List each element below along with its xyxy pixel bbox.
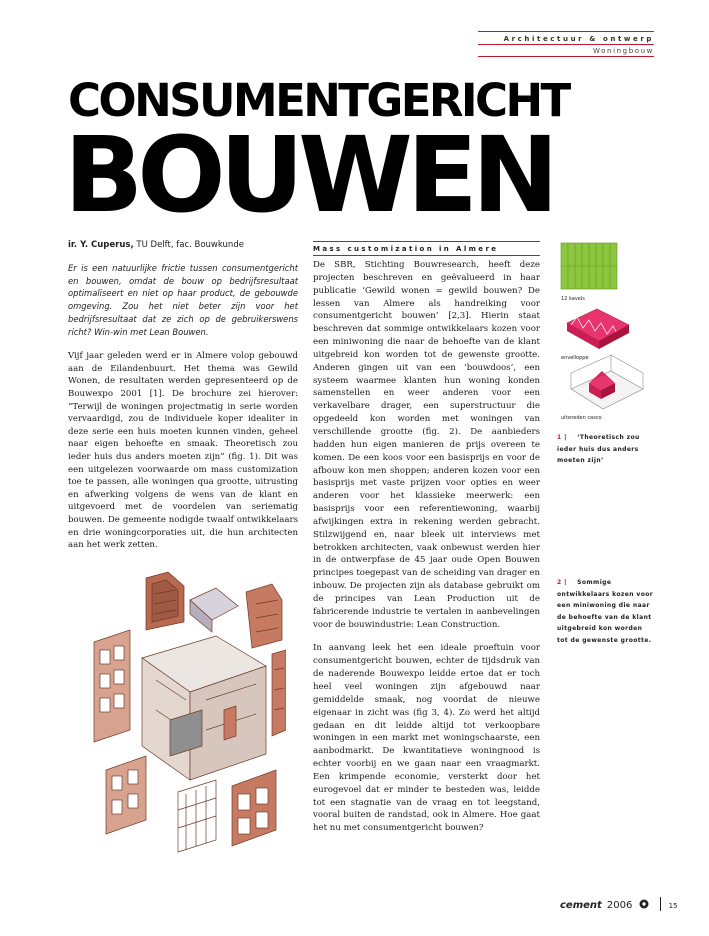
envelope-image [567,309,629,349]
header-rule-bottom [478,56,654,57]
figure-1-diagram [557,241,653,426]
body-paragraph-2: De SBR, Stichting Bouwresearch, heeft deze projecten beschreven en geëvalueerd in haar publicatie ‘Gewild wonen = gewild bouwen? De lessen van Almere als handreiking voor consumentgericht bouwen’ [2,3]. Hierin staat beschreven dat sommige ontwikkelaars kozen voor een miniwoning die naar de behoefte van de klant uitgebreid kon worden tot de gewenste grootte. Anderen gingen uit van een ‘bouwdoos’, een systeem waarmee klanten hun woning konden samenstellen en weer anderen voor een verkavelbare drager, een superstructuur die opgedeeld kon worden met woningen van verschillende grootte (fig. 2). De aanbieders hadden hun eigen manieren de prijs overeen te komen. De een koos voor een basisprijs en voor de afbouw kon men shoppen; anderen kozen voor een basisprijs met vaste prijzen voor opties en weer anderen voor het klassieke meerwerk: een basisprijs voor een referentiewoning, waarbij afwijkingen extra in rekening werden gebracht. Stilzwijgend en, naar bleek uit interviews met betrokken architecten, vaak onbewust werden hier in de ontwerpfase de 45 jaar oude Open Bouwen principes toegepast van de scheiding van drager en inbouw. De projecten zijn als database gebruikt om de principes van Lean Production uit de fabricerende industrie te vertalen in aanbevelingen voor de bouwindustrie: Lean Construction. [313,260,540,630]
column-left [68,240,298,552]
figure-label-casco: uitsneden casco [561,415,602,421]
magazine-name: cement [560,900,602,911]
plots-grid-image [561,243,617,289]
title-line-2: BOUWEN [64,114,553,236]
body-paragraph-1: Vijf jaar geleden werd er in Almere volop gebouwd aan de Eilandenbuurt. Het thema was Gewild Wonen, de resultaten werden gepresenteerd op de Bouwexpo 2001 [1]. De brochure zei hierover: “Terwijl de woningen projectmatig in serie worden vervaardigd, zou de individuele koper idealiter in deze serie een huis moeten kunnen vinden, geheel naar eigen behoefte en smaak. Theoretisch zou ieder huis dus anders moeten zijn” (fig. 1). Dit was een uitgelezen voorwaarde om mass customization toe te passen, alle woningen qua grootte, uitrusting en afwerking volgens de wens van de klant en uitgevoerd met de voordelen van seriematig bouwen. De gemeente nodigde twaalf ontwikkelaars en drie woningcorporaties uit, die hun architecten aan het werk zetten. [68,351,298,551]
caption-1-number: 1 [557,434,562,441]
header-rule-middle [478,44,654,45]
issue-year: 2006 [606,900,633,911]
subsection-label: Woningbouw [593,47,654,55]
casco-cutout-image [571,355,643,409]
figure-label-envelope: envelloppe [561,355,589,361]
body-paragraph-3: In aanvang leek het een ideale proeftuin voor consumentgericht bouwen, echter de tijdsdruk van de naderende Bouwexpo leidde ertoe dat er toch heel veel woningen zijn afgebouwd naar gemiddelde smaak, nog voordat de nieuwe eigenaar in zicht was (fig 3, 4). Zo werd het altijd gedaan en dit leidde altijd tot verkoopbare woningen in een markt met woningschaarste, een aanbodmarkt. De kwantitatieve woningnood is echter voorbij en we gaan naar een vraagmarkt. Een krimpende economie, versterkt door het eurogevoel dat er minder te besteden was, leidde tot een stagnatie van de vraag en tot leegstand, vooral buiten de randstad, ook in Almere. Hoe gaat het nu met consumentgericht bouwen? [313,643,540,834]
column-middle [313,241,540,835]
page-number: 15 [668,902,678,910]
title-line-1: CONSUMENTGERICHT [68,74,569,127]
figure-2-exploded-house [86,570,286,870]
page-footer [560,893,678,911]
author-line [68,240,298,250]
section-label: Architectuur & ontwerp [503,35,654,43]
footer-divider [660,897,661,911]
author-name: ir. Y. Cuperus, [68,240,134,250]
caption-1: 1 | ‘Theoretisch zou ieder huis dus anders moeten zijn’ [557,434,640,464]
caption-2-number: 2 [557,579,562,586]
logo-icon [639,899,649,909]
author-affiliation: TU Delft, fac. Bouwkunde [136,240,244,250]
section-heading: Mass customization in Almere [313,241,540,256]
caption-2-text: Sommige ontwikkelaars kozen voor een miniwoning die naar de behoefte van de klant uitgebreid kon worden tot de gewenste grootte. [557,579,654,644]
intro-paragraph: Er is een natuurlijke frictie tussen consumentgericht en bouwen, omdat de bouw op bedrijfsresultaat optimaliseert en niet op haar product, de gebouwde omgeving. Zou het niet beter zijn voor het bedrijfsresultaat dat ze zich op de gebruikerswens richt? Win-win met Lean Bouwen. [68,263,298,337]
caption-2: 2 | Sommige ontwikkelaars kozen voor een miniwoning die naar de behoefte van de klant uitgebreid kon worden tot de gewenste grootte. [557,579,654,644]
caption-1-text: ‘Theoretisch zou ieder huis dus anders moeten zijn’ [557,434,640,464]
figure-label-plots: 12 kavels [561,296,585,302]
header-rule-top [478,31,654,32]
